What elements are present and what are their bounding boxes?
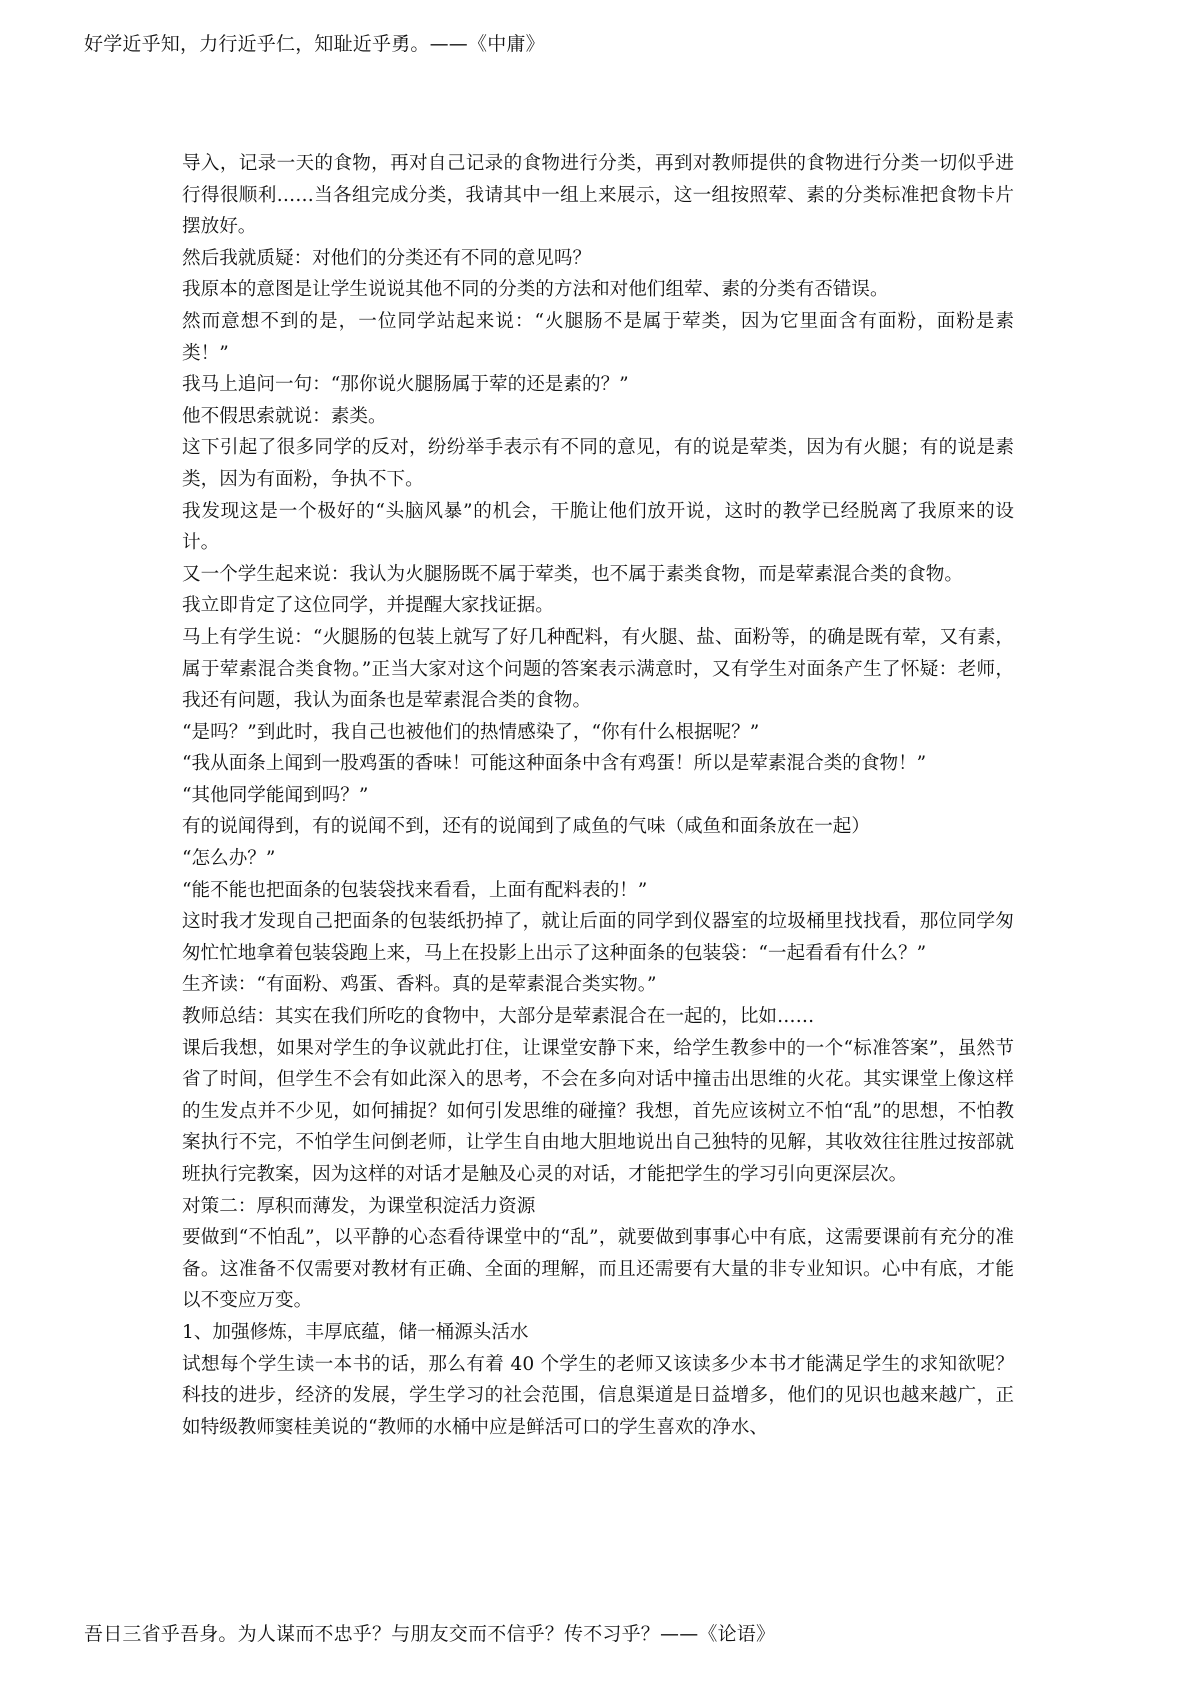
paragraph: 又一个学生起来说：我认为火腿肠既不属于荤类，也不属于素类食物，而是荤素混合类的食物。 [182,563,963,585]
paragraph: 这时我才发现自己把面条的包装纸扔掉了，就让后面的同学到仪器室的垃圾桶里找找看，那位同学匆匆忙忙地拿着包装袋跑上来，马上在投影上出示了这种面条的包装袋：“一起看看有什么？” [182,911,1014,964]
paragraph: 我立即肯定了这位同学，并提醒大家找证据。 [182,595,554,617]
paragraph: “能不能也把面条的包装袋找来看看，上面有配料表的！” [182,879,648,901]
section-heading: 对策二：厚积而薄发，为课堂积淀活力资源 [182,1195,536,1217]
paragraph: 马上有学生说：“火腿肠的包装上就写了好几种配料，有火腿、盐、面粉等，的确是既有荤，又有素，属于荤素混合类食物。”正当大家对这个问题的答案表示满意时，又有学生对面条产生了怀疑：老师，我还有问题，我认为面条也是荤素混合类的食物。 [182,626,1014,712]
paragraph: 我发现这是一个极好的“头脑风暴”的机会，干脆让他们放开说，这时的教学已经脱离了我原来的设计。 [182,500,1014,554]
document-body [182,148,1014,1443]
paragraph: 课后我想，如果对学生的争议就此打住，让课堂安静下来，给学生教参中的一个“标准答案”，虽然节省了时间，但学生不会有如此深入的思考，不会在多向对话中撞击出思维的火花。其实课堂上像这样的生发点并不少见，如何捕捉？如何引发思维的碰撞？我想，首先应该树立不怕“乱”的思想，不怕教案执行不完，不怕学生问倒老师，让学生自由地大胆地说出自己独特的见解，其收效往往胜过按部就班执行完教案，因为这样的对话才是触及心灵的对话，才能把学生的学习引向更深层次。 [182,1037,1014,1185]
paragraph: “是吗？”到此时，我自己也被他们的热情感染了，“你有什么根据呢？” [182,721,760,743]
paragraph: 我马上追问一句：“那你说火腿肠属于荤的还是素的？” [182,374,629,396]
paragraph: “怎么办？” [182,848,276,870]
paragraph: 导入，记录一天的食物，再对自己记录的食物进行分类，再到对教师提供的食物进行分类一切似乎进行得很顺利……当各组完成分类，我请其中一组上来展示，这一组按照荤、素的分类标准把食物卡片摆放好。 [182,153,1014,238]
paragraph: 我原本的意图是让学生说说其他不同的分类的方法和对他们组荤、素的分类有否错误。 [182,279,889,301]
paragraph: 要做到“不怕乱”，以平静的心态看待课堂中的“乱”，就要做到事事心中有底，这需要课前有充分的准备。这准备不仅需要对教材有正确、全面的理解，而且还需要有大量的非专业知识。心中有底，才能以不变应万变。 [182,1227,1014,1312]
paragraph: 生齐读：“有面粉、鸡蛋、香料。真的是荤素混合类实物。” [182,974,657,996]
paragraph: 教师总结：其实在我们所吃的食物中，大部分是荤素混合在一起的，比如…… [182,1006,815,1028]
paragraph: 他不假思索就说：素类。 [182,405,387,427]
paragraph: 有的说闻得到，有的说闻不到，还有的说闻到了咸鱼的气味（咸鱼和面条放在一起） [182,816,870,838]
paragraph: 然后我就质疑：对他们的分类还有不同的意见吗？ [182,247,592,269]
paragraph: 试想每个学生读一本书的话，那么有着 40 个学生的老师又该读多少本书才能满足学生的求知欲呢？科技的进步，经济的发展，学生学习的社会范围，信息渠道是日益增多，他们的见识也越来越广，正如特级教师窦桂美说的“教师的水桶中应是鲜活可口的学生喜欢的净水、 [182,1353,1014,1438]
paragraph: 这下引起了很多同学的反对，纷纷举手表示有不同的意见，有的说是荤类，因为有火腿；有的说是素类，因为有面粉，争执不下。 [182,437,1014,490]
page-footer-quote: 吾日三省乎吾身。为人谋而不忠乎？与朋友交而不信乎？传不习乎？——《论语》 [84,1623,776,1645]
paragraph: 然而意想不到的是，一位同学站起来说：“火腿肠不是属于荤类，因为它里面含有面粉，面粉是素类！” [182,310,1014,364]
subsection-heading: 1、加强修炼，丰厚底蕴，储一桶源头活水 [182,1321,529,1343]
paragraph: “我从面条上闻到一股鸡蛋的香味！可能这种面条中含有鸡蛋！所以是荤素混合类的食物！” [182,753,927,775]
paragraph: “其他同学能闻到吗？” [182,784,369,806]
page-header-quote: 好学近乎知，力行近乎仁，知耻近乎勇。——《中庸》 [84,33,545,55]
